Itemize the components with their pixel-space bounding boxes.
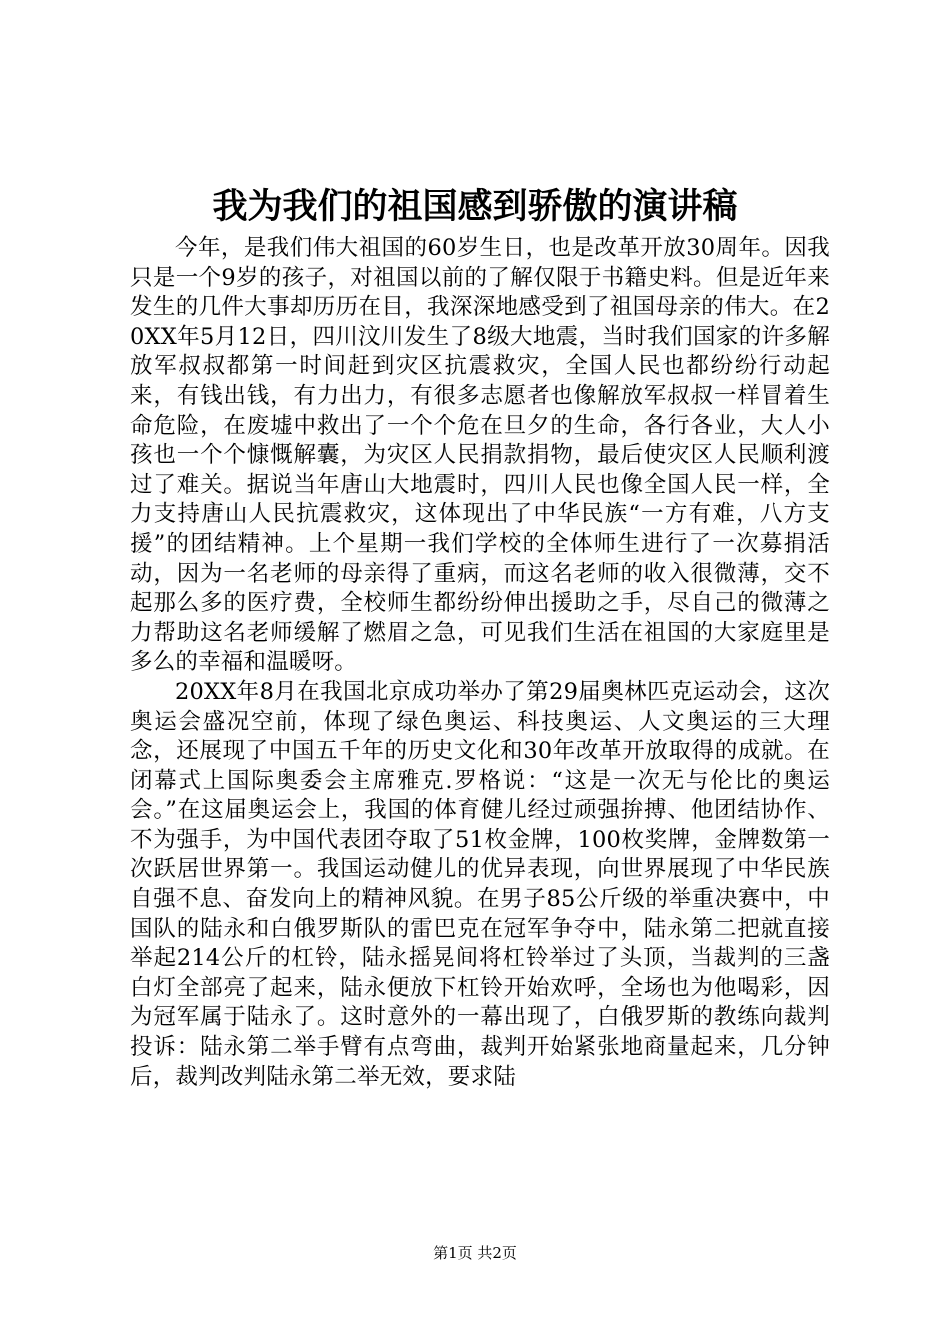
page-footer: 第1页 共2页: [433, 1244, 517, 1262]
paragraph-1: 今年，是我们伟大祖国的60岁生日，也是改革开放30周年。因我只是一个9岁的孩子，对祖国以前的了解仅限于书籍史料。但是近年来发生的几件大事却历历在目，我深深地感受到了祖国母亲的伟大。在20XX年5月12日，四川汶川发生了8级大地震，当时我们国家的许多解放军叔叔都第一时间赶到灾区抗震救灾，全国人民也都纷纷行动起来，有钱出钱，有力出力，有很多志愿者也像解放军叔叔一样冒着生命危险，在废墟中救出了一个个危在旦夕的生命，各行各业，大人小孩也一个个慷慨解囊，为灾区人民捐款捐物，最后使灾区人民顺利渡过了难关。据说当年唐山大地震时，四川人民也像全国人民一样，全力支持唐山人民抗震救灾，这体现出了中华民族“一方有难，八方支援”的团结精神。上个星期一我们学校的全体师生进行了一次募捐活动，因为一名老师的母亲得了重病，而这名老师的收入很微薄，交不起那么多的医疗费，全校师生都纷纷伸出援助之手，尽自己的微薄之力帮助这名老师缓解了燃眉之急，可见我们生活在祖国的大家庭里是多么的幸福和温暖呀。: [130, 235, 830, 676]
document-body: [130, 234, 830, 1092]
paragraph-2: 20XX年8月在我国北京成功举办了第29届奥林匹克运动会，这次奥运会盛况空前，体现了绿色奥运、科技奥运、人文奥运的三大理念，还展现了中国五千年的历史文化和30年改革开放取得的成就。在闭幕式上国际奥委会主席雅克.罗格说：“这是一次无与伦比的奥运会。”在这届奥运会上，我国的体育健儿经过顽强拚搏、他团结协作、不为强手，为中国代表团夺取了51枚金牌，100枚奖牌，金牌数第一次跃居世界第一。我国运动健儿的优异表现，向世界展现了中华民族自强不息、奋发向上的精神风貌。在男子85公斤级的举重决赛中，中国队的陆永和白俄罗斯队的雷巴克在冠军争夺中，陆永第二把就直接举起214公斤的杠铃，陆永摇晃间将杠铃举过了头顶，当裁判的三盏白灯全部亮了起来，陆永便放下杠铃开始欢呼，全场也为他喝彩，因为冠军属于陆永了。这时意外的一幕出现了，白俄罗斯的教练向裁判投诉：陆永第二举手臂有点弯曲，裁判开始紧张地商量起来，几分钟后，裁判改判陆永第二举无效，要求陆: [130, 678, 830, 1090]
document-title: 我为我们的祖国感到骄傲的演讲稿: [212, 186, 738, 227]
